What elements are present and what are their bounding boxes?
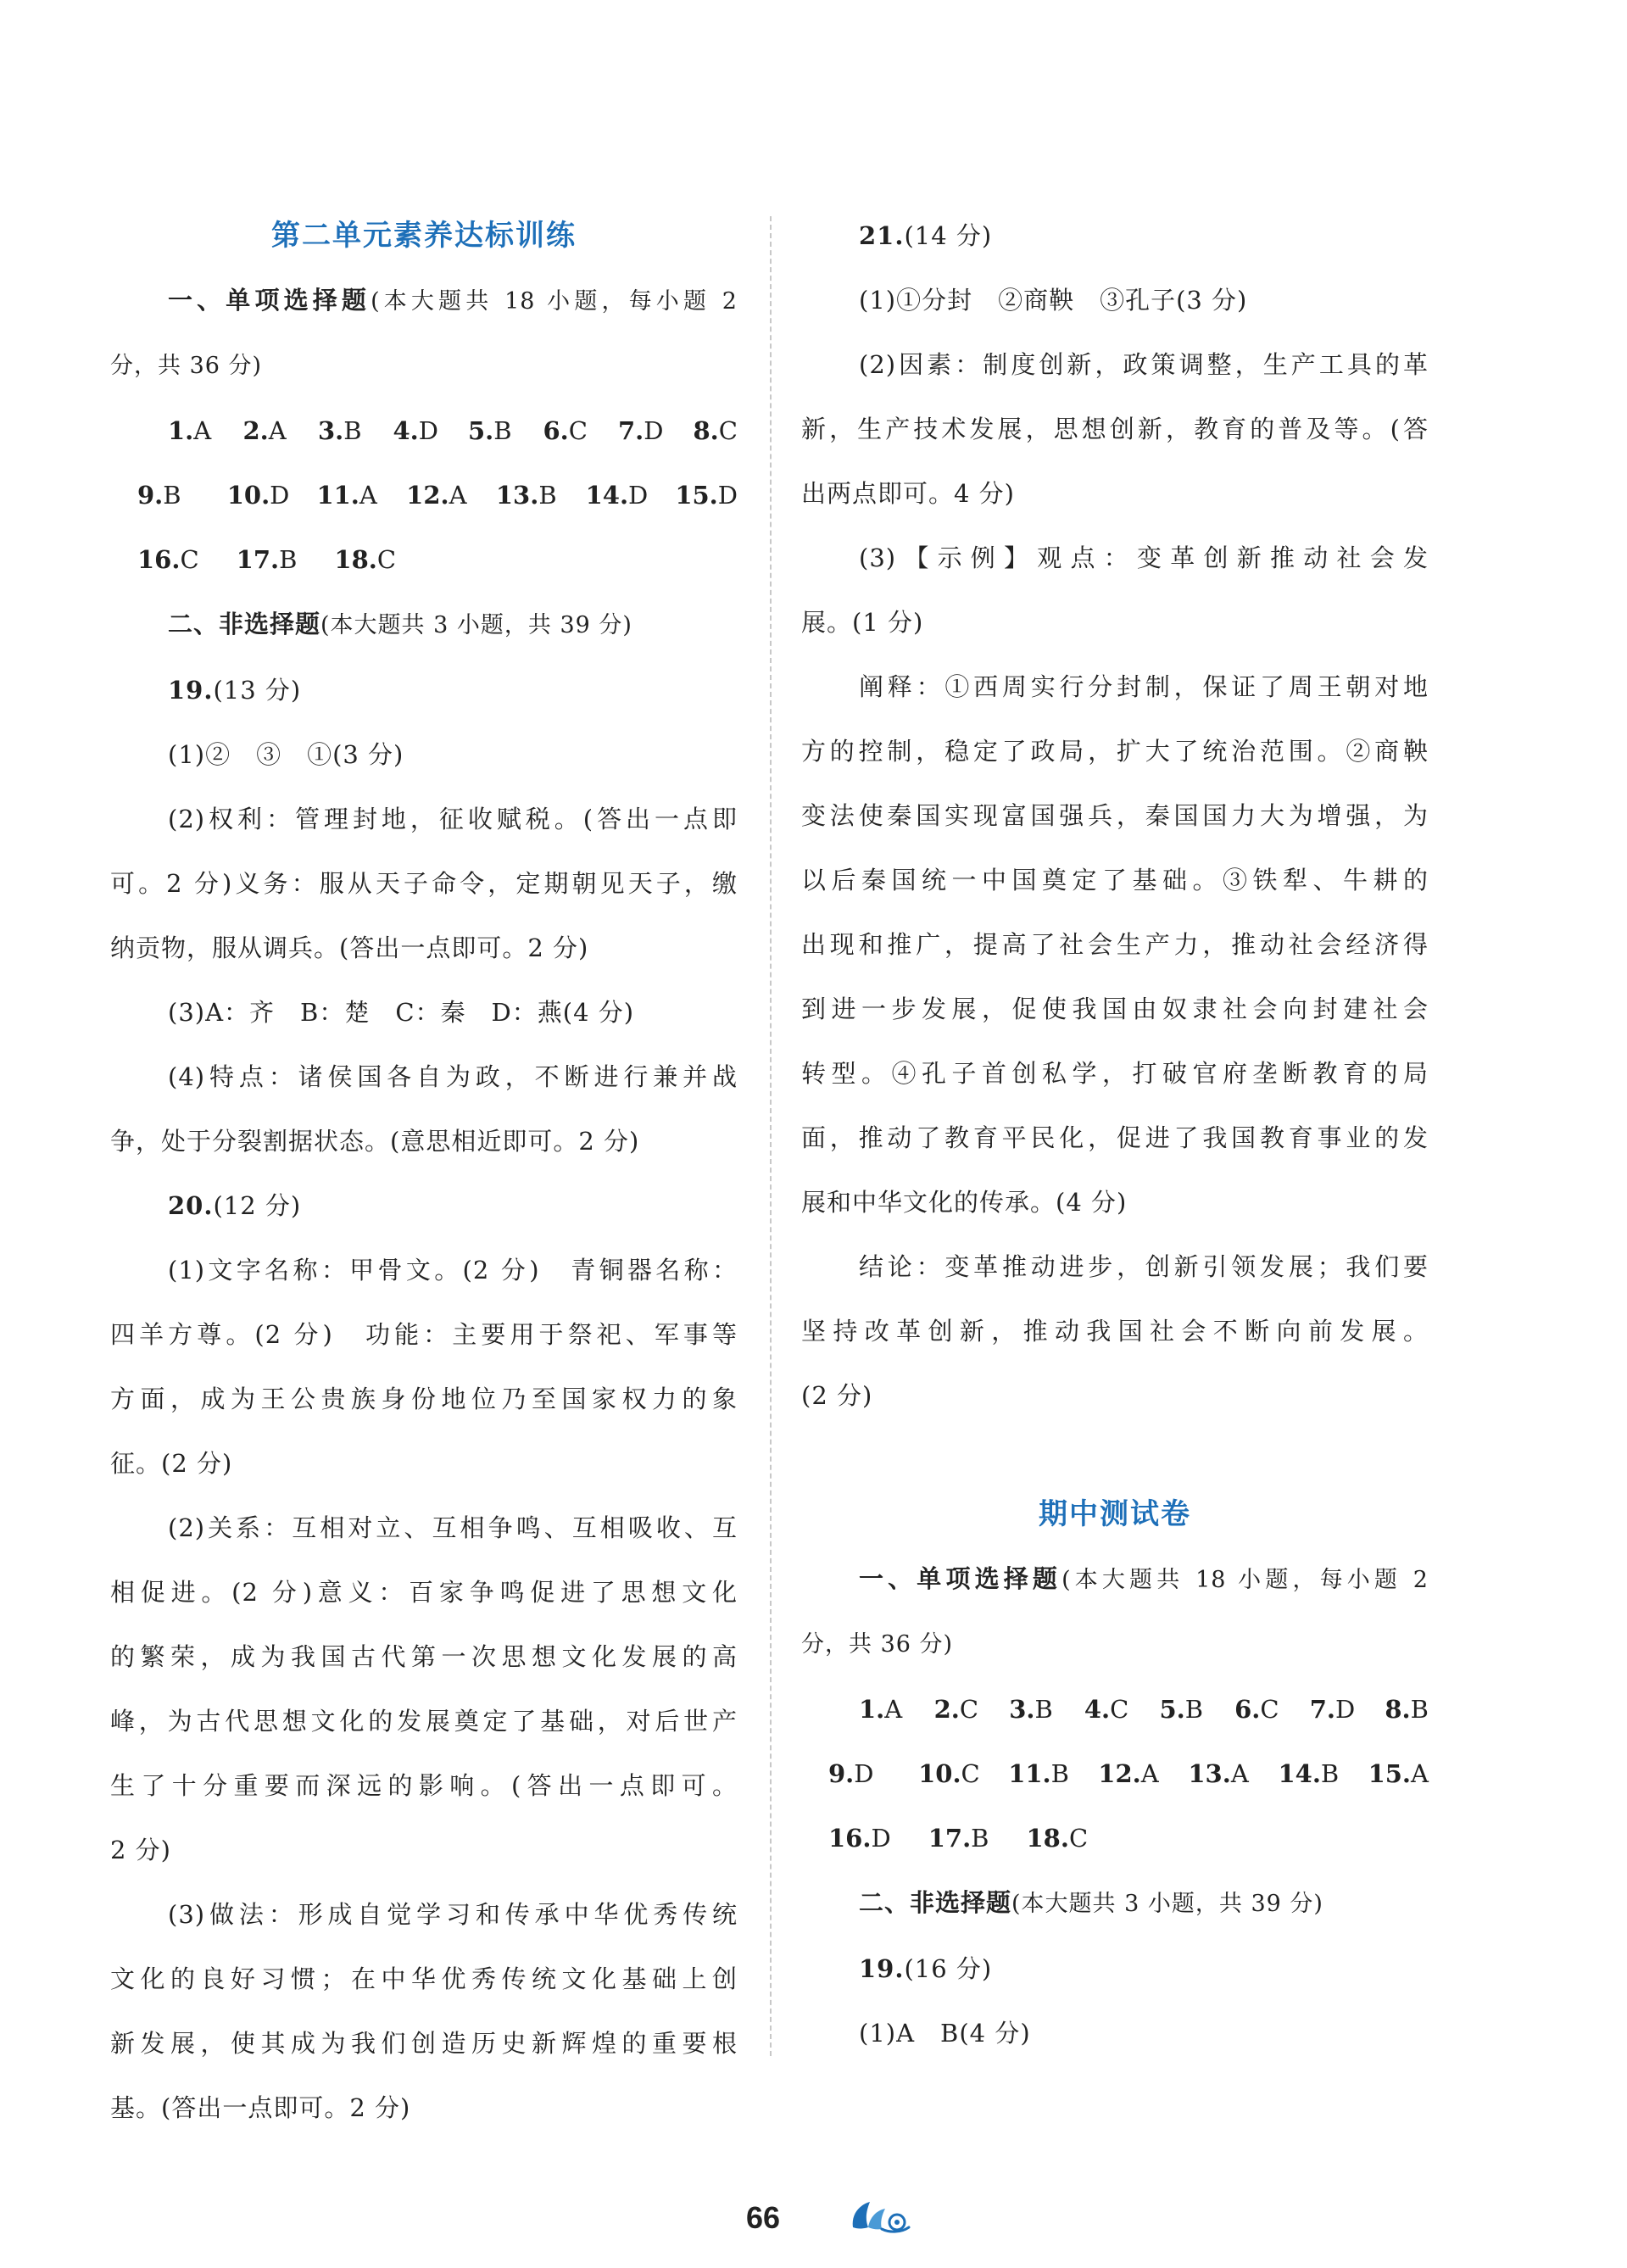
section-note: (本大题共 3 小题，共 39 分): [1011, 1891, 1323, 1917]
answer-text: (1)② ③ ①(3 分): [168, 740, 404, 769]
answer-text: (1)A B(4 分): [859, 2019, 1031, 2048]
answer-item: 2.A: [242, 416, 287, 445]
answer-text: 新，生产技术发展，思想创新，教育的普及等。(答: [801, 415, 1429, 443]
answer-text: 征。(2 分): [110, 1449, 233, 1478]
answer-text: 纳贡物，服从调兵。(答出一点即可。2 分): [110, 933, 589, 962]
answer-text: 坚持改革创新，推动我国社会不断向前发展。: [801, 1317, 1429, 1346]
section-heading: 二、非选择题: [859, 1888, 1012, 1917]
answer-text: 变法使秦国实现富国强兵，秦国国力大为增强，为: [801, 801, 1429, 830]
answer-item: 3.B: [318, 416, 362, 445]
answer-item: 16.C: [137, 545, 199, 574]
answer-text: 方的控制，稳定了政局，扩大了统治范围。②商鞅: [801, 737, 1429, 766]
answer-item: 17.B: [236, 545, 298, 574]
answer-text: 的繁荣，成为我国古代第一次思想文化发展的高: [110, 1642, 738, 1671]
section-note-cont: 分，共 36 分): [110, 353, 263, 379]
answer-text: 出现和推广，提高了社会生产力，推动社会经济得: [801, 930, 1429, 959]
answer-item: 3.B: [1009, 1695, 1053, 1724]
answer-item: 18.C: [334, 545, 397, 574]
answer-text: (3)A：齐 B：楚 C：秦 D：燕(4 分): [168, 998, 635, 1027]
section-note-cont: 分，共 36 分): [801, 1631, 954, 1658]
left-column: [110, 203, 738, 2140]
page-footer: [0, 2200, 1627, 2268]
question-score: (12 分): [213, 1191, 302, 1220]
answer-text: (2 分): [801, 1381, 873, 1410]
answer-text: 结论：变革推动进步，创新引领发展；我们要: [859, 1252, 1429, 1281]
answer-item: 16.D: [828, 1824, 891, 1853]
answer-text: (4)特点：诸侯国各自为政，不断进行兼并战: [168, 1062, 738, 1091]
column-divider: [770, 216, 772, 2056]
section-heading: 一、单项选择题: [859, 1564, 1062, 1593]
answer-text: 展和中华文化的传承。(4 分): [801, 1188, 1128, 1217]
question-score: (14 分): [904, 221, 993, 250]
answer-row: [110, 398, 738, 463]
answer-text: (1)①分封 ②商鞅 ③孔子(3 分): [859, 286, 1248, 315]
answer-text: 转型。④孔子首创私学，打破官府垄断教育的局: [801, 1059, 1429, 1088]
answer-item: 6.C: [1234, 1695, 1279, 1724]
answer-item: 18.C: [1026, 1824, 1089, 1853]
answer-item: 13.B: [495, 481, 557, 510]
answer-text: (3)【示例】观点：变革创新推动社会发: [859, 543, 1429, 572]
answer-item: 5.B: [468, 416, 512, 445]
answer-text: 基。(答出一点即可。2 分): [110, 2093, 411, 2122]
right-column: [801, 203, 1429, 2065]
answer-item: 17.B: [928, 1824, 989, 1853]
answer-item: 15.D: [675, 481, 738, 510]
answer-item: 6.C: [543, 416, 588, 445]
section-title-unit2: 第二单元素养达标训练: [271, 219, 577, 253]
answer-row: [801, 1677, 1429, 1741]
answer-item: 1.A: [859, 1695, 903, 1724]
answer-text: 2 分): [110, 1836, 171, 1864]
answer-text: 争，处于分裂割据状态。(意思相近即可。2 分): [110, 1127, 640, 1156]
answer-item: 12.A: [1098, 1759, 1159, 1788]
question-number: 19.: [168, 676, 214, 705]
answer-item: 7.D: [1309, 1695, 1356, 1724]
answer-text: 四羊方尊。(2 分) 功能：主要用于祭祀、军事等: [110, 1320, 738, 1349]
answer-item: 10.D: [226, 481, 290, 510]
answer-row: [110, 463, 738, 527]
answer-row: [801, 1806, 1429, 1870]
answer-text: 方面，成为王公贵族身份地位乃至国家权力的象: [110, 1385, 738, 1413]
answer-row: [110, 527, 738, 592]
question-number: 19.: [859, 1954, 905, 1983]
answer-text: 可。2 分)义务：服从天子命令，定期朝见天子，缴: [110, 869, 738, 898]
answer-item: 13.A: [1188, 1759, 1249, 1788]
answer-item: 1.A: [168, 416, 212, 445]
answer-text: 文化的良好习惯；在中华优秀传统文化基础上创: [110, 1964, 738, 1993]
section-note: (本大题共 18 小题，每小题 2: [371, 288, 738, 315]
answer-text: 峰，为古代思想文化的发展奠定了基础，对后世产: [110, 1707, 738, 1736]
question-number: 21.: [859, 221, 905, 250]
answer-row: [801, 1741, 1429, 1806]
answer-text: (1)文字名称：甲骨文。(2 分) 青铜器名称：: [168, 1256, 738, 1284]
answer-item: 4.D: [393, 416, 439, 445]
answer-item: 2.C: [933, 1695, 979, 1724]
answer-item: 9.B: [137, 481, 181, 510]
answer-item: 14.D: [585, 481, 649, 510]
question-score: (16 分): [904, 1954, 993, 1983]
answer-item: 5.B: [1159, 1695, 1204, 1724]
question-score: (13 分): [213, 676, 302, 705]
answer-item: 4.C: [1084, 1695, 1129, 1724]
answer-item: 7.D: [618, 416, 664, 445]
answer-text: 以后秦国统一中国奠定了基础。③铁犁、牛耕的: [801, 866, 1429, 894]
question-number: 20.: [168, 1191, 214, 1220]
section-note: (本大题共 18 小题，每小题 2: [1061, 1567, 1429, 1593]
section-heading: 一、单项选择题: [168, 286, 371, 315]
answer-text: 阐释：①西周实行分封制，保证了周王朝对地: [859, 672, 1429, 701]
answer-item: 11.B: [1008, 1759, 1069, 1788]
answer-item: 11.A: [316, 481, 377, 510]
answer-item: 12.A: [406, 481, 467, 510]
answer-item: 9.D: [828, 1759, 874, 1788]
answer-text: 新发展，使其成为我们创造历史新辉煌的重要根: [110, 2029, 738, 2058]
answer-item: 8.B: [1385, 1695, 1429, 1724]
answer-text: 到进一步发展，促使我国由奴隶社会向封建社会: [801, 995, 1429, 1023]
answer-text: (2)权利：管理封地，征收赋税。(答出一点即: [168, 805, 738, 833]
answer-item: 10.C: [918, 1759, 980, 1788]
answer-item: 8.C: [693, 416, 738, 445]
leaf-swirl-icon: [848, 2193, 912, 2237]
answer-text: 生了十分重要而深远的影响。(答出一点即可。: [110, 1771, 738, 1800]
section-title-midterm: 期中测试卷: [1039, 1497, 1191, 1531]
section-heading: 二、非选择题: [168, 610, 321, 638]
section-note: (本大题共 3 小题，共 39 分): [320, 612, 632, 638]
answer-text: (2)因素：制度创新，政策调整，生产工具的革: [859, 350, 1429, 379]
answer-text: 出两点即可。4 分): [801, 479, 1015, 508]
page-number: 66: [746, 2200, 781, 2235]
answer-text: 展。(1 分): [801, 608, 924, 637]
answer-text: (2)关系：互相对立、互相争鸣、互相吸收、互: [168, 1513, 738, 1542]
answer-text: 面，推动了教育平民化，促进了我国教育事业的发: [801, 1123, 1429, 1152]
answer-text: (3)做法：形成自觉学习和传承中华优秀传统: [168, 1900, 738, 1929]
answer-text: 相促进。(2 分)意义：百家争鸣促进了思想文化: [110, 1578, 738, 1607]
answer-item: 14.B: [1278, 1759, 1340, 1788]
answer-item: 15.A: [1368, 1759, 1429, 1788]
